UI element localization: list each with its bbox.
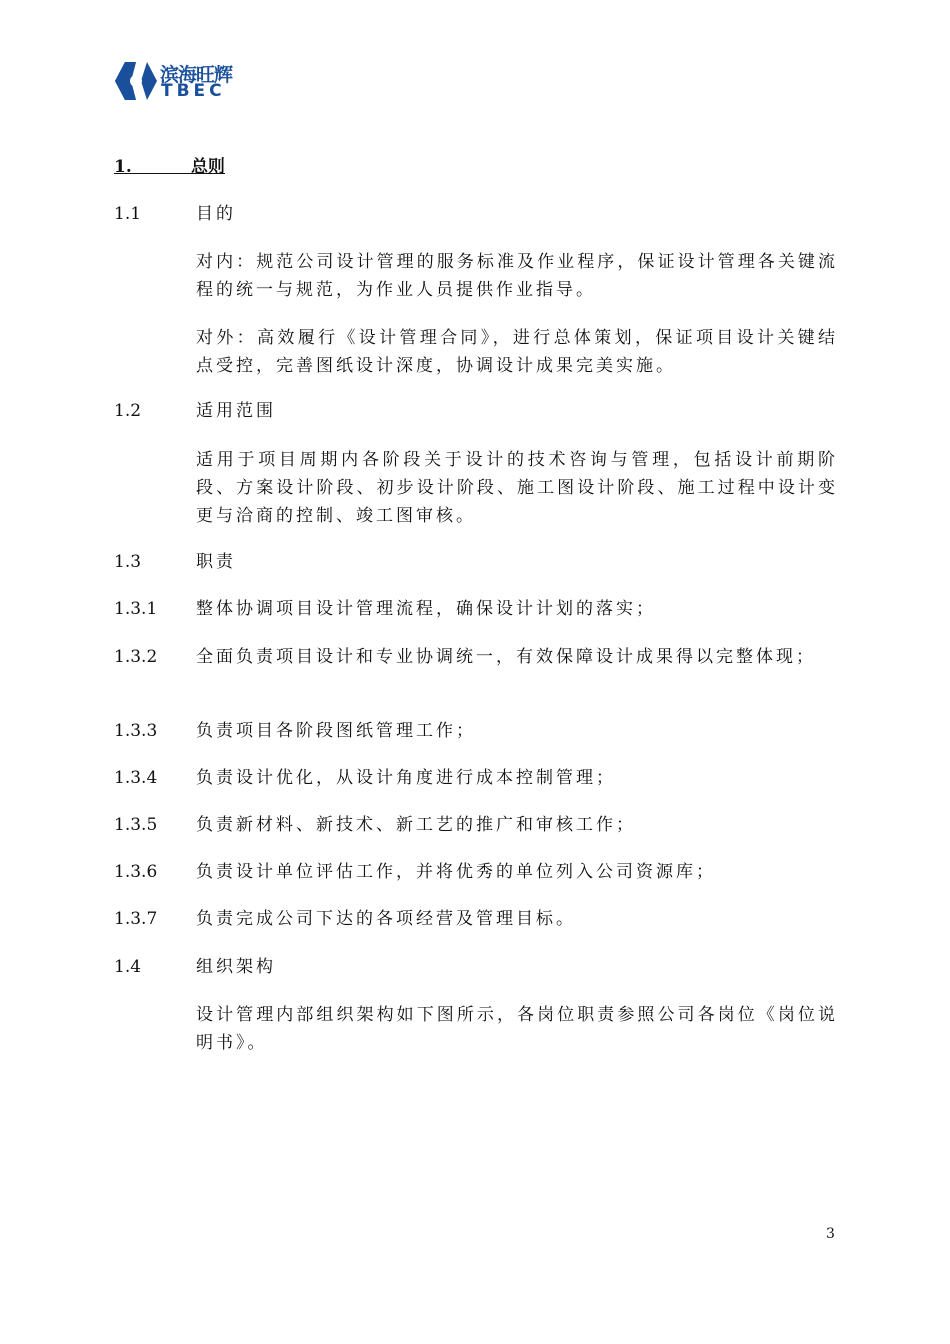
company-logo: [114, 60, 244, 102]
section-title: 总则: [190, 157, 225, 177]
item-title: 负责完成公司下达的各项经营及管理目标。: [196, 909, 576, 929]
item-title: 组织架构: [196, 957, 276, 977]
section-number: 1.: [114, 157, 132, 177]
item-title: 负责设计优化，从设计角度进行成本控制管理；: [196, 768, 616, 788]
item-title: 负责设计单位评估工作，并将优秀的单位列入公司资源库；: [196, 862, 716, 882]
item-title: 适用范围: [196, 401, 276, 421]
item-title: 职责: [196, 552, 236, 572]
item-number: 1.3.7: [114, 909, 158, 929]
paragraph-purpose-internal: 对内：规范公司设计管理的服务标准及作业程序，保证设计管理各关键流程的统一与规范，为作业人员提供作业指导。: [196, 252, 838, 300]
logo-chinese-name: 滨海旺辉: [160, 64, 233, 86]
item-number: 1.3.4: [114, 768, 158, 788]
paragraph-scope: 适用于项目周期内各阶段关于设计的技术咨询与管理，包括设计前期阶段、方案设计阶段、初步设计阶段、施工图设计阶段、施工过程中设计变更与洽商的控制、竣工图审核。: [196, 450, 838, 526]
section-heading: [114, 153, 225, 181]
logo-english-name: TBEC: [161, 81, 226, 101]
item-number: 1.3.3: [114, 721, 158, 741]
item-title: 整体协调项目设计管理流程，确保设计计划的落实；: [196, 599, 656, 619]
paragraph-org: 设计管理内部组织架构如下图所示，各岗位职责参照公司各岗位《岗位说明书》。: [196, 1005, 838, 1053]
item-number: 1.3.2: [114, 647, 158, 667]
item-number: 1.3: [114, 552, 142, 572]
item-number: 1.1: [114, 204, 142, 224]
logo-mark-icon: [114, 60, 158, 102]
paragraph-purpose-external: 对外：高效履行《设计管理合同》，进行总体策划，保证项目设计关键结点受控，完善图纸设计深度，协调设计成果完美实施。: [196, 328, 838, 376]
item-number: 1.2: [114, 401, 142, 421]
item-number: 1.3.5: [114, 815, 158, 835]
item-title: 负责项目各阶段图纸管理工作；: [196, 721, 476, 741]
item-number: 1.4: [114, 957, 142, 977]
item-title: 目的: [196, 204, 236, 224]
item-number: 1.3.6: [114, 862, 158, 882]
item-title: 负责新材料、新技术、新工艺的推广和审核工作；: [196, 815, 636, 835]
item-number: 1.3.1: [114, 599, 158, 619]
item-title: 全面负责项目设计和专业协调统一，有效保障设计成果得以完整体现；: [196, 647, 816, 667]
page-number: 3: [826, 1226, 835, 1242]
